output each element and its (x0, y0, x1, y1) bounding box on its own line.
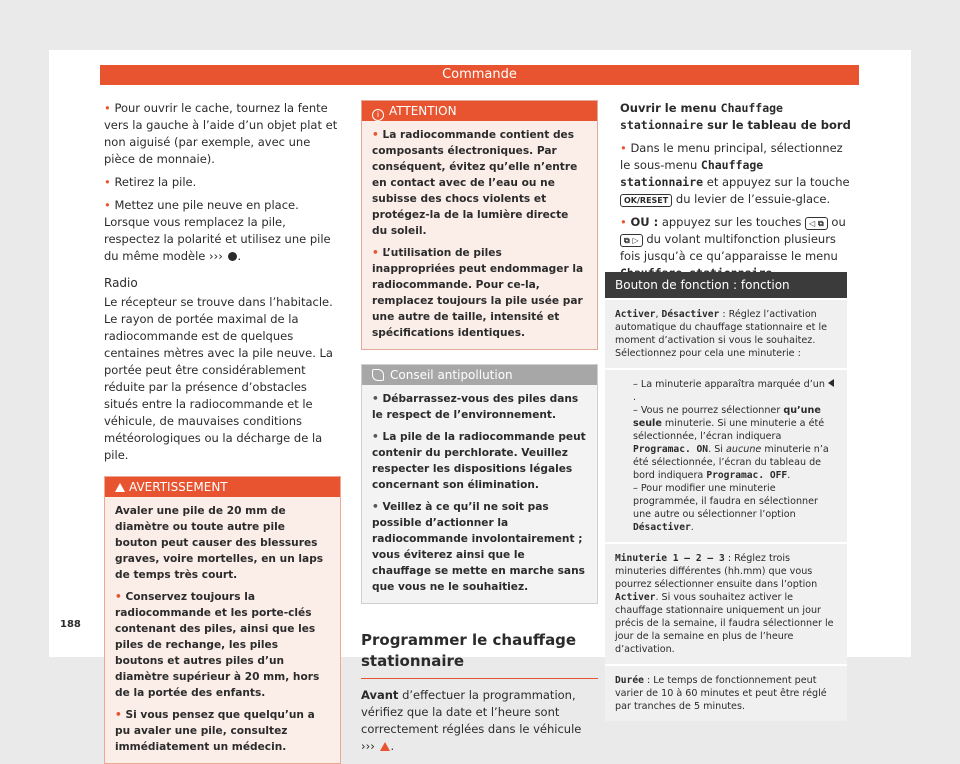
paragraph: • Mettez une pile neuve en place. Lorsque vous remplacez la pile, respectez la polarité et utilisez une pile du même modèle ››› . (104, 198, 331, 263)
info-circle-icon: i (372, 109, 384, 121)
warning-content (105, 497, 340, 763)
section-heading: Radio (104, 276, 138, 290)
page-number: 188 (60, 619, 81, 630)
paragraph: • Dans le menu principal, sélectionnez le sous-menu Chauffage stationnaire et appuyez sur la touche OK/RESET du levier de l’essuie-glace. (620, 141, 850, 206)
warning-bar: AVERTISSEMENT (105, 477, 340, 497)
section-title: Programmer le chauffage stationnaire (361, 630, 598, 679)
page (49, 50, 911, 753)
table-row: Activer, Désactiver : Réglez l’activation automatique du chauffage stationnaire et le moment d’activation si vous le souhaitez. Sélectionnez pour cela une minuterie : (605, 298, 847, 368)
eco-content (362, 385, 597, 603)
attention-text: • L’utilisation de piles inappropriées peut endommager la radiocommande. Pour ce-la, remplacez toujours la pile usée par une autre de taille, intensité et spécifications identiques. (372, 247, 584, 339)
table-row: – La minuterie apparaîtra marquée d’un . – Vous ne pourrez sélectionner qu’une seule minuterie. Si une minuterie a été sélectionnée, l’écran indiquera Programac. ON. Si aucune minuterie n’a été sélectionnée, l’écran du tableau de bord indiquera Programac. OFF. – Pour modifier une minuterie programmée, il faudra en sélectionner une autre ou sélectionner l’option Désactiver. (605, 368, 847, 542)
bullet-icon: • (104, 101, 115, 115)
warning-text: Avaler une pile de 20 mm de diamètre ou toute autre pile bouton peut causer des blessures graves, voire mortelles, en un laps de temps très court. (115, 505, 324, 581)
bullet-icon: • (104, 175, 115, 189)
warning-triangle-icon (115, 483, 125, 492)
function-table (605, 272, 847, 721)
left-key: ◁ ⧉ (805, 217, 828, 230)
eco-text: • La pile de la radiocommande peut contenir du perchlorate. Veuillez respecter les dispositions légales concernant son élimination. (372, 431, 586, 491)
warning-text: • Conservez toujours la radiocommande et les porte-clés contenant des piles, ainsi que les piles de rechange, les piles boutons et autres piles d’un diamètre supérieur à 20 mm, hors de la portée des enfants. (115, 591, 320, 699)
eco-bar: Conseil antipollution (362, 365, 597, 385)
warning-triangle-icon (380, 742, 390, 751)
table-header: Bouton de fonction : fonction (605, 272, 847, 298)
attention-box (361, 100, 598, 350)
info-circle-icon (228, 252, 237, 261)
left-column (104, 100, 341, 764)
attention-bar: i ATTENTION (362, 101, 597, 121)
reference-link[interactable]: ››› (361, 739, 375, 753)
right-key: ⧉ ▷ (620, 234, 643, 247)
middle-column (361, 100, 598, 755)
attention-text: • La radiocommande contient des composants électroniques. Par conséquent, évitez qu’elle n’entre en contact avec de l’eau ou ne subisse des chocs violents et protégez-la de la lumière directe du soleil. (372, 129, 578, 237)
paragraph: • OU : appuyez sur les touches ◁ ⧉ ou ⧉ ▷ du volant multifonction plusieurs fois jusqu’à ce qu’apparaisse le menu (620, 215, 846, 263)
eco-text: • Veillez à ce qu’il ne soit pas possible d’actionner la radiocommande involontairement ; vous éviterez ainsi que le chauffage se mette en marche sans que vous ne le souhaitiez. (372, 501, 585, 593)
eco-box (361, 364, 598, 604)
paragraph: • Pour ouvrir le cache, tournez la fente vers la gauche à l’aide d’un objet plat et non aiguisé (par exemple, avec une pièce de monnaie). (104, 101, 338, 166)
page-header: Commande (100, 65, 859, 85)
paragraph: Le récepteur se trouve dans l’habitacle. Le rayon de portée maximal de la radiocommande est de quelques centaines mètres avec la pile neuve. La portée peut être considérablement réduite par la présence d’obstacles situés entre la radiocommande et le véhicule, de mauvaises conditions météorologiques ou la décharge de la pile. (104, 295, 333, 462)
attention-content (362, 121, 597, 349)
programming-section (361, 630, 598, 755)
table-row: Durée : Le temps de fonctionnement peut varier de 10 à 60 minutes et peut être réglé par tranches de 5 minutes. (605, 664, 847, 721)
paragraph: • Retirez la pile. (104, 175, 197, 189)
ok-reset-key: OK/RESET (620, 194, 672, 207)
right-column (620, 100, 852, 288)
table-row: Minuterie 1 – 2 – 3 : Réglez trois minuteries différentes (hh.mm) que vous pourrez sélectionner ensuite dans l’option Activer. Si vous souhaitez activer le chauffage stationnaire uniquement un jour précis de la semaine, il faudra sélectionner le jour de la semaine en plus de l’heure d’activation. (605, 542, 847, 664)
eco-text: • Débarrassez-vous des piles dans le respect de l’environnement. (372, 393, 579, 421)
warning-box (104, 476, 341, 764)
marker-icon (828, 379, 834, 387)
reference-link[interactable]: ››› (209, 249, 223, 263)
bullet-icon: • (104, 198, 115, 212)
leaf-icon (372, 369, 384, 381)
section-heading: Ouvrir le menu Chauffage stationnaire sur le tableau de bord (620, 101, 851, 132)
paragraph: Avant d’effectuer la programmation, vérifiez que la date et l’heure sont correctement réglées dans le véhicule ››› . (361, 688, 582, 753)
warning-text: • Si vous pensez que quelqu’un a pu avaler une pile, consultez immédiatement un médecin. (115, 709, 315, 753)
